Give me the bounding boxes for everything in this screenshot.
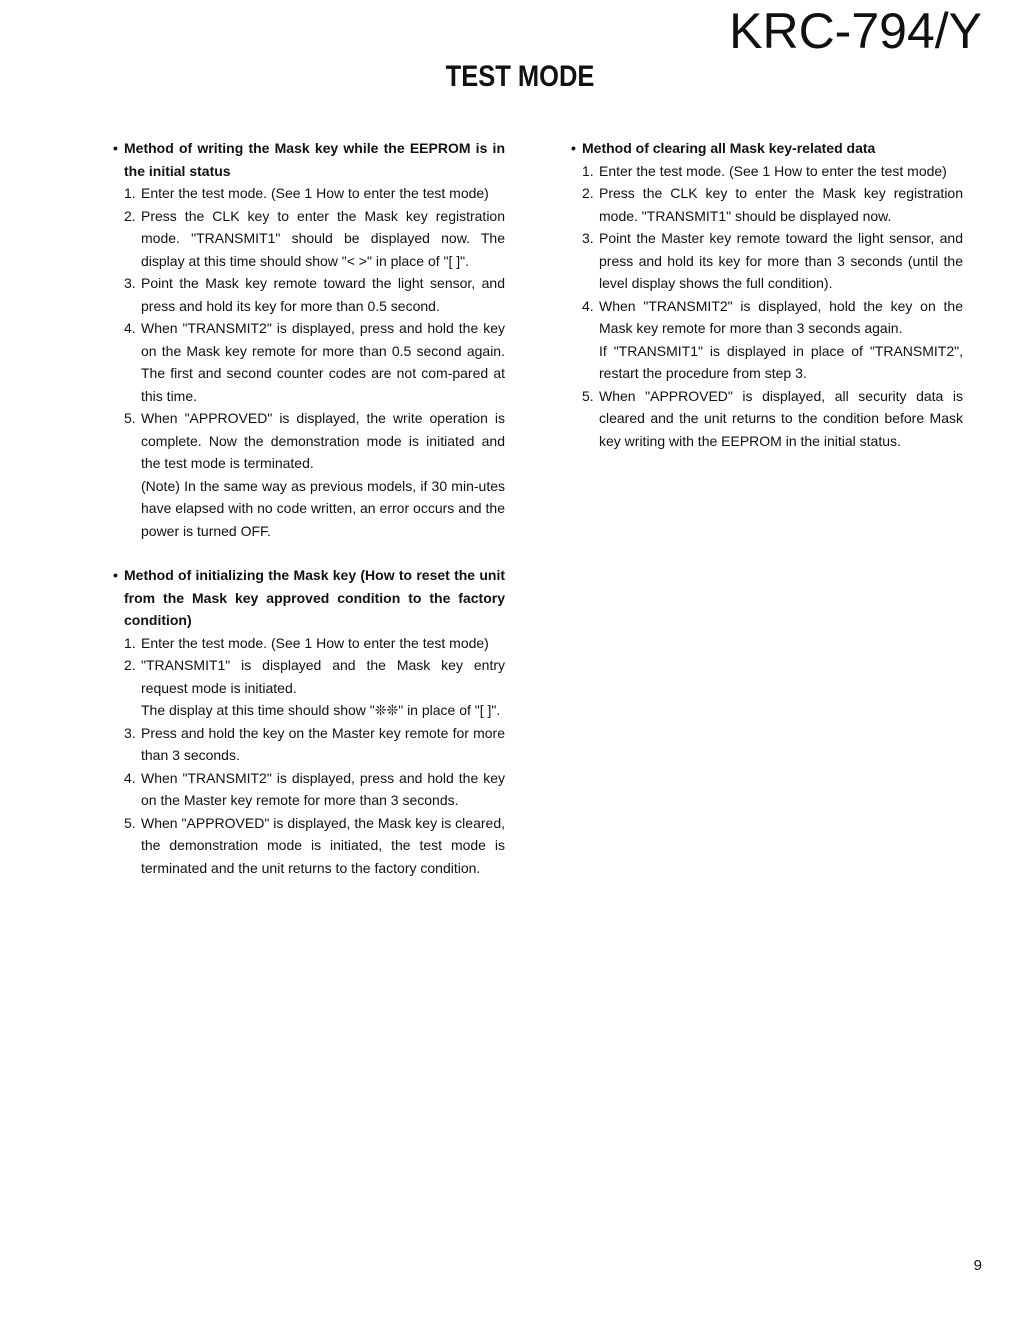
- left-column: [113, 137, 505, 901]
- procedure-section: [113, 137, 505, 542]
- section-heading: [113, 564, 505, 632]
- step-text: Enter the test mode. (See 1 How to enter the test mode): [141, 634, 489, 651]
- step-list: [113, 632, 505, 880]
- step-number: 2.: [582, 185, 594, 201]
- step-list: [113, 182, 505, 542]
- step-number: 1.: [124, 185, 136, 201]
- step-number: 1.: [582, 162, 594, 179]
- section-heading: [571, 137, 963, 160]
- step-number: 4.: [582, 297, 594, 314]
- step-item: [571, 160, 963, 183]
- section-heading-text: Method of clearing all Mask key-related data: [582, 140, 876, 156]
- step-item: [113, 407, 505, 542]
- step-number: 4.: [124, 769, 136, 786]
- right-column: [571, 137, 963, 474]
- step-item: [113, 182, 505, 205]
- step-number: 2.: [124, 207, 136, 224]
- procedure-section: [113, 564, 505, 879]
- step-item: [571, 295, 963, 385]
- step-item: [571, 182, 963, 227]
- step-number: 3.: [124, 724, 136, 741]
- step-number: 1.: [124, 634, 136, 651]
- model-number: KRC-794/Y: [729, 3, 982, 59]
- step-note: The display at this time should show "❊❊" in place of "[ ]".: [141, 702, 501, 718]
- page-title: TEST MODE: [445, 60, 595, 93]
- step-number: 4.: [124, 320, 136, 336]
- step-item: [113, 767, 505, 812]
- step-text: Press the CLK key to enter the Mask key registration mode. "TRANSMIT1" should be displayed now. The display at this time should show "< >" in place of "[ ]".: [141, 207, 505, 269]
- step-number: 5.: [124, 814, 136, 831]
- step-number: 5.: [124, 410, 136, 426]
- procedure-section: [571, 137, 963, 452]
- step-text: When "TRANSMIT2" is displayed, press and hold the key on the Mask key remote for more than 0.5 second again. The first and second counter codes are not com-pared at this time.: [141, 320, 505, 404]
- step-item: [113, 632, 505, 655]
- section-heading-text: Method of writing the Mask key while the EEPROM is in the initial status: [124, 140, 505, 179]
- step-text: When "TRANSMIT2" is displayed, press and hold the key on the Master key remote for more than 3 seconds.: [141, 769, 505, 808]
- section-heading: [113, 137, 505, 182]
- step-note: (Note) In the same way as previous models, if 30 min-utes have elapsed with no code written, an error occurs and the power is turned OFF.: [141, 477, 505, 539]
- step-number: 3.: [124, 275, 136, 291]
- step-text: Press and hold the key on the Master key remote for more than 3 seconds.: [141, 724, 505, 763]
- step-item: [113, 722, 505, 767]
- bullet-icon: •: [113, 140, 118, 156]
- step-item: [113, 272, 505, 317]
- step-text: "TRANSMIT1" is displayed and the Mask key entry request mode is initiated.: [141, 657, 505, 696]
- section-heading-text: Method of initializing the Mask key (How to reset the unit from the Mask key approved condition to the factory condition): [124, 567, 505, 628]
- page-number: 9: [973, 1257, 982, 1274]
- step-text: Point the Master key remote toward the light sensor, and press and hold its key for more than 3 seconds (until the level display shows the full condition).: [599, 230, 963, 291]
- step-text: Enter the test mode. (See 1 How to enter the test mode): [599, 162, 947, 179]
- step-number: 2.: [124, 657, 136, 673]
- step-text: Point the Mask key remote toward the light sensor, and press and hold its key for more than 0.5 second.: [141, 275, 505, 314]
- step-item: [571, 227, 963, 295]
- step-text: When "APPROVED" is displayed, the write operation is complete. Now the demonstration mode is initiated and the test mode is terminated.: [141, 410, 505, 471]
- bullet-icon: •: [571, 140, 576, 156]
- step-item: [113, 317, 505, 407]
- bullet-icon: •: [113, 567, 118, 583]
- step-item: [571, 385, 963, 453]
- step-number: 3.: [582, 230, 594, 246]
- step-item: [113, 812, 505, 880]
- step-item: [113, 654, 505, 722]
- step-note: If "TRANSMIT1" is displayed in place of "TRANSMIT2", restart the procedure from step 3.: [599, 342, 963, 381]
- step-text: Press the CLK key to enter the Mask key registration mode. "TRANSMIT1" should be displayed now.: [599, 185, 963, 224]
- step-text: Enter the test mode. (See 1 How to enter the test mode): [141, 185, 489, 201]
- step-item: [113, 205, 505, 273]
- step-number: 5.: [582, 387, 594, 404]
- step-text: When "APPROVED" is displayed, the Mask key is cleared, the demonstration mode is initiated, the test mode is terminated and the unit returns to the factory condition.: [141, 814, 505, 876]
- step-list: [571, 160, 963, 453]
- step-text: When "TRANSMIT2" is displayed, hold the key on the Mask key remote for more than 3 seconds again.: [599, 297, 963, 336]
- step-text: When "APPROVED" is displayed, all security data is cleared and the unit returns to the condition before Mask key writing with the EEPROM in the initial status.: [599, 387, 963, 449]
